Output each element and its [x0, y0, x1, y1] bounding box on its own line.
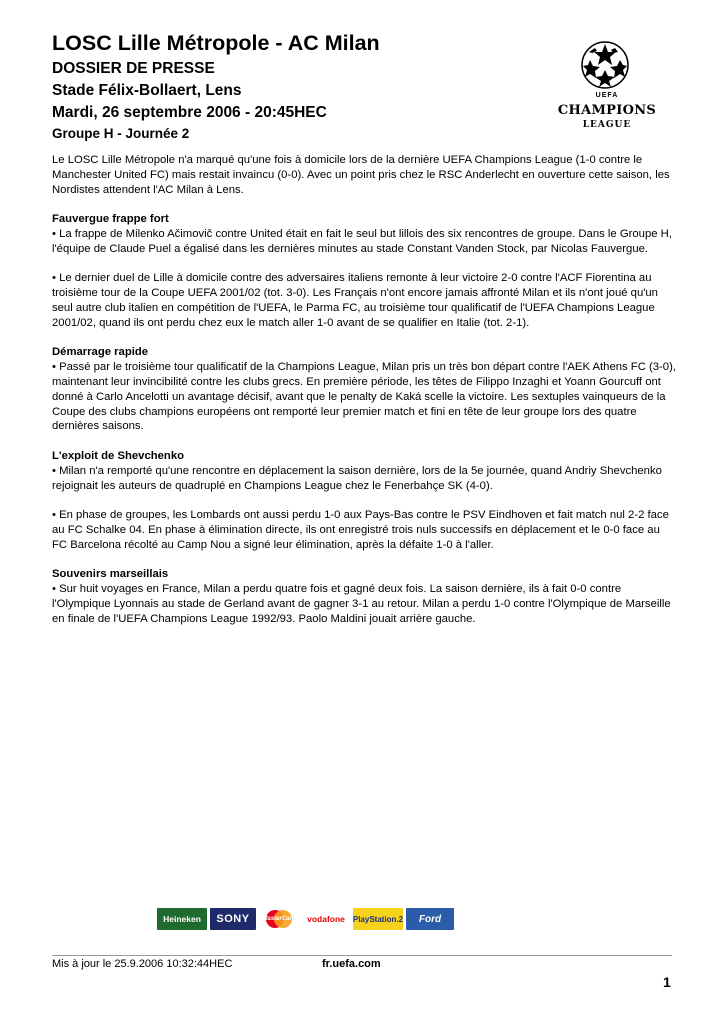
venue: Stade Félix-Bollaert, Lens [52, 82, 242, 99]
logo-champions-text: CHAMPIONS [557, 103, 657, 118]
section-heading: Souvenirs marseillais [52, 568, 169, 581]
mastercard-logo [259, 908, 299, 930]
section-paragraph: • Milan n'a remporté qu'une rencontre en déplacement la saison dernière, lors de la 5e journée, quand Andriy Shevchenko rejoignait les auteurs de quadruplé en Champions League chez le Fenerbahçe SK (4-0). [52, 464, 662, 492]
section-heading: L'exploit de Shevchenko [52, 449, 185, 462]
intro-paragraph: Le LOSC Lille Métropole n'a marqué qu'une fois à domicile lors de la dernière UEFA Champions League (1-0 contre le Manchester United FC) mais restait invaincu (0-0). Avec un point pris chez le RSC Anderlecht en ouverture cette saison, les Nordistes attendent l'AC Milan à Lens. [52, 154, 670, 196]
document-page [52, 0, 676, 1024]
group-matchday: Groupe H - Journée 2 [52, 126, 190, 141]
vodafone-logo: vodafone [302, 908, 350, 930]
section-paragraph: • Passé par le troisième tour qualificatif de la Champions League, Milan pris un très bon départ contre l'AEK Athens FC (3-0), maintenant leur invincibilité contre les clubs grecs. En première période, les têtes de Filippo Inzaghi et Yoann Gourcuff ont donné à Carlo Ancelotti un avantage décisif, avant que le penalty de Kaká scelle la victoire. Les sextuples vainqueurs de la Coupe des clubs champions européens ont remporté leur premier match et fini en tête de leur groupe lors des quatre dernières saisons. [52, 361, 676, 433]
section-paragraph: • Le dernier duel de Lille à domicile contre des adversaires italiens remonte à leur victoire 2-0 contre l'ACF Fiorentina au troisième tour de la Coupe UEFA 2001/02 (tot. 3-0). Les Français n'ont encore jamais affronté Milan et ils n'ont joué qu'un seul autre club italien en compétition de l'UEFA, le Parma FC, au troisième tour qualificatif de l'UEFA Champions League 2001/02, quand ils ont perdu chez eux le match aller 1-0 avant de se qualifier en Italie (tot. 2-1). [52, 272, 658, 329]
heineken-logo: Heineken [157, 908, 207, 930]
playstation-logo: PlayStation.2 [353, 908, 403, 930]
section-heading: Démarrage rapide [52, 346, 149, 359]
last-updated: Mis à jour le 25.9.2006 10:32:44HEC [52, 958, 233, 970]
logo-uefa-text: UEFA [595, 92, 619, 99]
sponsor-logos [157, 908, 454, 930]
header [52, 30, 552, 143]
starball-icon [580, 40, 630, 90]
section-heading: Fauvergue frappe fort [52, 213, 169, 226]
page-title: LOSC Lille Métropole - AC Milan [52, 31, 380, 55]
page-number: 1 [663, 974, 671, 990]
article-body [52, 153, 676, 641]
logo-league-text: LEAGUE [582, 120, 632, 130]
ford-logo: Ford [406, 908, 454, 930]
section-paragraph: • La frappe de Milenko Ačimovič contre United était en fait le seul but lillois des six rencontres de groupe. Dans le Groupe H, l'équipe de Claude Puel a égalisé dans les dernières minutes au stade Constant Vanden Stock, par Nicolas Fauvergue. [52, 227, 672, 255]
section-paragraph: • En phase de groupes, les Lombards ont aussi perdu 1-0 aux Pays-Bas contre le PSV Eindhoven et fait match nul 2-2 face au FC Schalke 04. En phase à élimination directe, ils ont enregistré trois nuls successifs en déplacement et le 0-0 face au FC Barcelona récolté au Camp Nou a signé leur élimination, après la défaite 1-0 à l'aller. [52, 509, 669, 551]
section-paragraph: • Sur huit voyages en France, Milan a perdu quatre fois et gagné deux fois. La saison dernière, ils à fait 0-0 contre l'Olympique Lyonnais au stade de Gerland avant de gagner 3-1 au retour. Milan a perdu 1-0 contre l'Olympique de Marseille en finale de l'UEFA Champions League 1992/93. Paolo Maldini jouait arrière gauche. [52, 583, 671, 625]
mastercard-text: MasterCard [262, 916, 296, 922]
champions-league-logo [552, 40, 662, 140]
site-link[interactable]: fr.uefa.com [322, 958, 381, 970]
footer-divider [52, 955, 672, 956]
match-date: Mardi, 26 septembre 2006 - 20:45HEC [52, 104, 327, 121]
press-dossier-label: DOSSIER DE PRESSE [52, 60, 215, 77]
sony-logo: SONY [210, 908, 256, 930]
